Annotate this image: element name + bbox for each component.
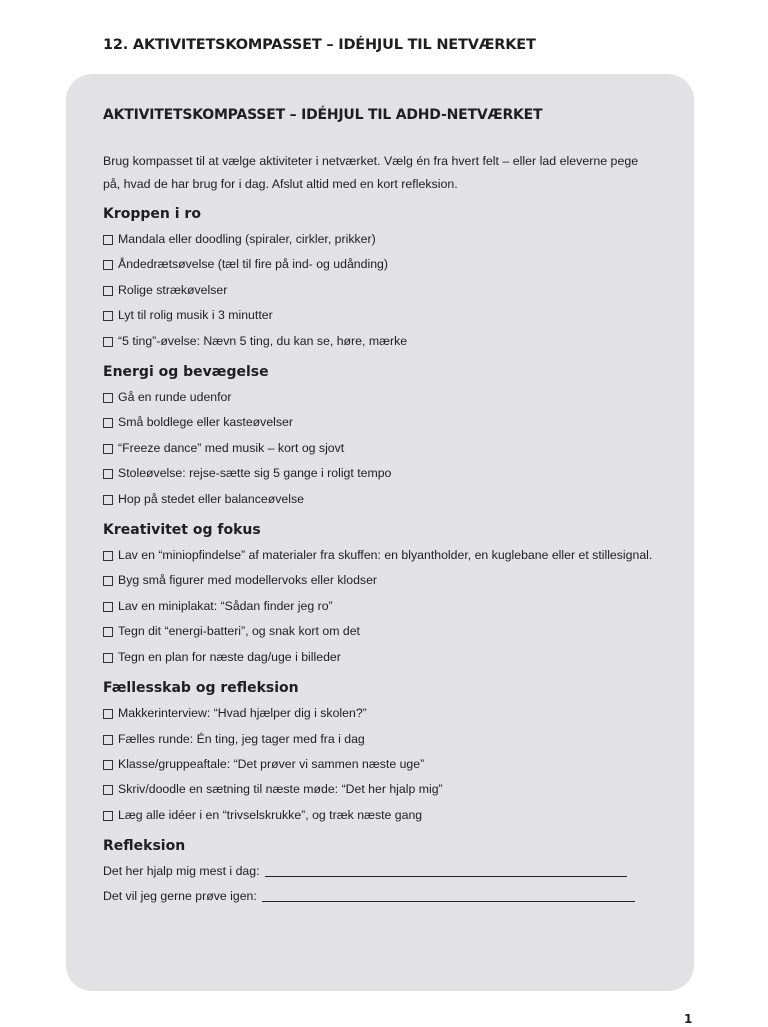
checklist	[103, 701, 658, 828]
checklist-item-label: Tegn en plan for næste dag/uge i billeder	[118, 649, 341, 664]
checklist	[103, 543, 658, 670]
checklist-item-label: Byg små figurer med modellervoks eller klodser	[118, 573, 378, 588]
checklist-item-label: Rolige strækøvelser	[118, 282, 228, 297]
checklist-item[interactable]	[103, 227, 658, 252]
checklist-item-label: Læg alle idéer i en “trivselskrukke”, og træk næste gang	[118, 807, 423, 822]
checklist-item[interactable]	[103, 410, 658, 435]
checklist-item[interactable]	[103, 594, 658, 619]
checkbox-icon[interactable]	[103, 286, 113, 296]
checkbox-icon[interactable]	[103, 337, 113, 347]
checklist-item-label: Gå en runde udenfor	[118, 390, 232, 405]
checkbox-icon[interactable]	[103, 235, 113, 245]
checklist-item[interactable]	[103, 777, 658, 802]
checkbox-icon[interactable]	[103, 627, 113, 637]
checklist-item-label: Makkerinterview: “Hvad hjælper dig i skolen?”	[118, 706, 367, 721]
section-kreativitet-og-fokus	[103, 520, 658, 670]
page-number: 1	[684, 1012, 693, 1026]
checklist-item-label: “Freeze dance” med musik – kort og sjovt	[118, 440, 345, 455]
section-refleksion	[103, 836, 658, 909]
reflection-label: Det her hjalp mig mest i dag:	[103, 864, 260, 879]
checkbox-icon[interactable]	[103, 760, 113, 770]
intro-text: Brug kompasset til at vælge aktiviteter i netværket. Vælg én fra hvert felt – eller lad eleverne pege på, hvad de har brug for i dag. Afslut altid med en kort refleksion.	[103, 154, 639, 191]
checkbox-icon[interactable]	[103, 602, 113, 612]
checklist-item-label: Fælles runde: Én ting, jeg tager med fra i dag	[118, 731, 365, 746]
checklist-item-label: Tegn dit “energi-batteri”, og snak kort om det	[118, 624, 360, 639]
checkbox-icon[interactable]	[103, 785, 113, 795]
checklist-item[interactable]	[103, 619, 658, 644]
checklist-item[interactable]	[103, 645, 658, 670]
checklist-item-label: Mandala eller doodling (spiraler, cirkler, prikker)	[118, 232, 376, 246]
reflection-write-line[interactable]	[262, 900, 635, 902]
checklist-item[interactable]	[103, 487, 658, 512]
checklist-item[interactable]	[103, 568, 658, 593]
checklist-item-label: Lav en miniplakat: “Sådan finder jeg ro”	[118, 598, 333, 613]
card-title: AKTIVITETSKOMPASSET – IDÉHJUL TIL ADHD-NETVÆRKET	[103, 107, 543, 123]
section-title: Refleksion	[103, 838, 186, 855]
checklist-item[interactable]	[103, 461, 658, 486]
checklist-item[interactable]	[103, 252, 658, 277]
reflection-row	[103, 859, 658, 884]
checklist-item[interactable]	[103, 278, 658, 303]
checkbox-icon[interactable]	[103, 653, 113, 663]
reflection-write-line[interactable]	[265, 875, 627, 877]
checkbox-icon[interactable]	[103, 551, 113, 561]
checklist-item[interactable]	[103, 803, 658, 828]
checklist-item-label: Lav en “miniopfindelse” af materialer fra skuffen: en blyantholder, en kuglebane eller et stillesignal.	[118, 548, 653, 563]
checkbox-icon[interactable]	[103, 576, 113, 586]
page-heading: 12. AKTIVITETSKOMPASSET – IDÉHJUL TIL NETVÆRKET	[103, 37, 536, 53]
checklist	[103, 385, 658, 512]
checklist-item-label: Skriv/doodle en sætning til næste møde: “Det her hjalp mig”	[118, 782, 443, 797]
checkbox-icon[interactable]	[103, 444, 113, 454]
checklist-item-label: Hop på stedet eller balanceøvelse	[118, 491, 304, 506]
checklist-item-label: “5 ting”-øvelse: Nævn 5 ting, du kan se, høre, mærke	[118, 333, 408, 348]
checklist-item-label: Små boldlege eller kasteøvelser	[118, 415, 293, 430]
activity-card	[66, 74, 694, 991]
checklist-item-label: Stoleøvelse: rejse-sætte sig 5 gange i roligt tempo	[118, 466, 392, 481]
checklist-item[interactable]	[103, 701, 658, 726]
checklist-item[interactable]	[103, 303, 658, 328]
checklist-item-label: Lyt til rolig musik i 3 minutter	[118, 308, 273, 323]
checkbox-icon[interactable]	[103, 709, 113, 719]
checklist-item[interactable]	[103, 752, 658, 777]
checklist	[103, 227, 658, 354]
checkbox-icon[interactable]	[103, 393, 113, 403]
section-energi-og-bevaegelse	[103, 362, 658, 512]
reflection-label: Det vil jeg gerne prøve igen:	[103, 889, 257, 904]
checkbox-icon[interactable]	[103, 418, 113, 428]
checkbox-icon[interactable]	[103, 811, 113, 821]
checklist-item[interactable]	[103, 385, 658, 410]
checklist-item[interactable]	[103, 543, 658, 568]
checklist-item[interactable]	[103, 329, 658, 354]
section-title: Fællesskab og refleksion	[103, 680, 299, 697]
checkbox-icon[interactable]	[103, 735, 113, 745]
section-title: Kreativitet og fokus	[103, 522, 261, 539]
section-faellesskab-og-refleksion	[103, 678, 658, 828]
checklist-item-label: Klasse/gruppeaftale: “Det prøver vi sammen næste uge”	[118, 756, 425, 771]
section-kroppen-i-ro	[103, 204, 658, 354]
checkbox-icon[interactable]	[103, 260, 113, 270]
checkbox-icon[interactable]	[103, 469, 113, 479]
reflection-row	[103, 884, 658, 909]
section-title: Energi og bevægelse	[103, 364, 269, 381]
checkbox-icon[interactable]	[103, 311, 113, 321]
checklist-item-label: Åndedrætsøvelse (tæl til fire på ind- og udånding)	[118, 257, 388, 272]
checklist-item[interactable]	[103, 436, 658, 461]
section-title: Kroppen i ro	[103, 206, 201, 222]
checkbox-icon[interactable]	[103, 495, 113, 505]
checklist-item[interactable]	[103, 727, 658, 752]
